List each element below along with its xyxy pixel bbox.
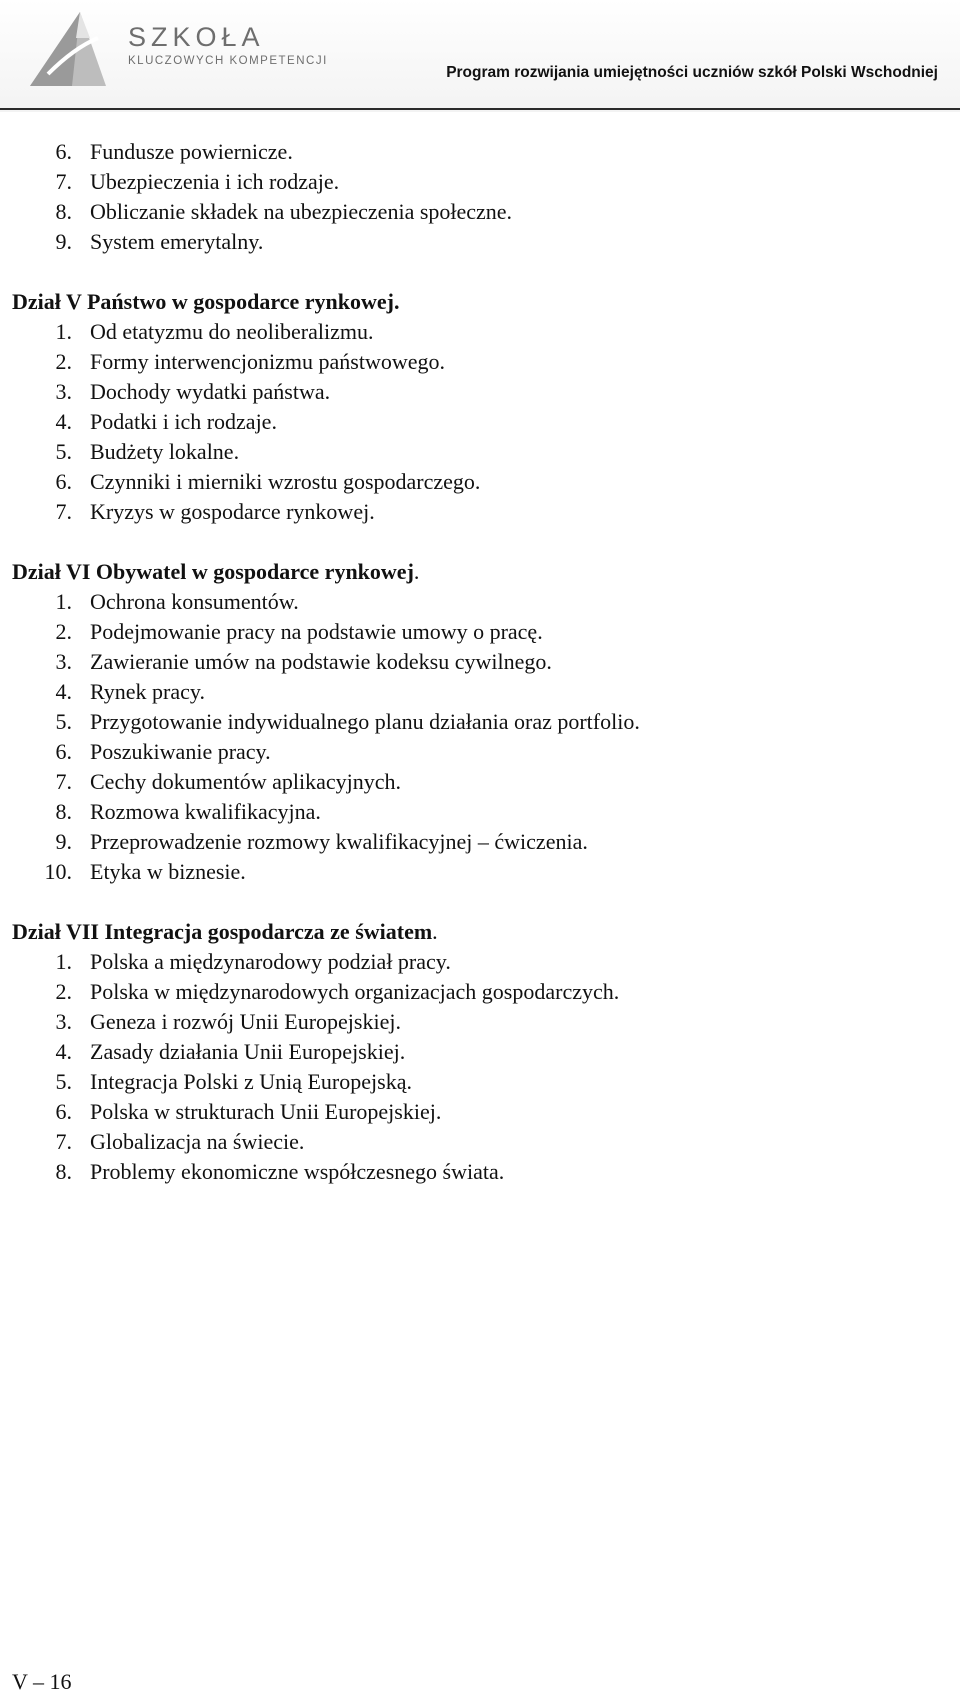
item-text: Kryzys w gospodarce rynkowej.: [90, 499, 375, 524]
list-item: [12, 1127, 932, 1157]
list-item: [12, 857, 932, 887]
list-item: [12, 1097, 932, 1127]
item-number: 2.: [55, 979, 72, 1004]
section-dzial-vi: [12, 557, 932, 887]
item-text: Rozmowa kwalifikacyjna.: [90, 799, 321, 824]
item-text: Formy interwencjonizmu państwowego.: [90, 349, 445, 374]
list-item: [12, 317, 932, 347]
list-item: [12, 827, 932, 857]
item-text: Podatki i ich rodzaje.: [90, 409, 277, 434]
item-number: 5.: [55, 709, 72, 734]
section-title: [12, 287, 932, 317]
list-item: [12, 1067, 932, 1097]
item-number: 8.: [55, 1159, 72, 1184]
item-number: 3.: [55, 1009, 72, 1034]
list-item: [12, 497, 932, 527]
item-text: Dochody wydatki państwa.: [90, 379, 331, 404]
section-title-text: Dział VII Integracja gospodarcza ze światem: [12, 919, 433, 944]
section-title-text: Dział V Państwo w gospodarce rynkowej.: [12, 289, 400, 314]
item-text: Geneza i rozwój Unii Europejskiej.: [90, 1009, 401, 1034]
item-text: Polska w strukturach Unii Europejskiej.: [90, 1099, 442, 1124]
item-number: 7.: [55, 169, 72, 194]
item-number: 7.: [55, 499, 72, 524]
logo-subtitle: KLUCZOWYCH KOMPETENCJI: [128, 55, 328, 67]
item-text: Fundusze powiernicze.: [90, 139, 293, 164]
list-item: [12, 587, 932, 617]
item-number: 4.: [55, 1039, 72, 1064]
item-text: Globalizacja na świecie.: [90, 1129, 305, 1154]
continued-list: [12, 137, 932, 257]
list-item: [12, 377, 932, 407]
logo-title: SZKOŁA: [128, 22, 265, 52]
item-text: Zasady działania Unii Europejskiej.: [90, 1039, 406, 1064]
item-number: 1.: [55, 949, 72, 974]
item-text: Budżety lokalne.: [90, 439, 240, 464]
item-text: Polska a międzynarodowy podział pracy.: [90, 949, 451, 974]
item-text: Przeprowadzenie rozmowy kwalifikacyjnej – ćwiczenia.: [90, 829, 588, 854]
item-text: Ubezpieczenia i ich rodzaje.: [90, 169, 340, 194]
list-item: [12, 197, 932, 227]
item-number: 7.: [55, 1129, 72, 1154]
item-text: Przygotowanie indywidualnego planu działania oraz portfolio.: [90, 709, 640, 734]
section-title: [12, 557, 932, 587]
item-text: Poszukiwanie pracy.: [90, 739, 271, 764]
list-item: [12, 437, 932, 467]
item-number: 4.: [55, 409, 72, 434]
item-text: Od etatyzmu do neoliberalizmu.: [90, 319, 374, 344]
section-title-end: .: [413, 559, 420, 584]
list-item: [12, 737, 932, 767]
section-dzial-v: [12, 287, 932, 527]
item-number: 6.: [55, 139, 72, 164]
list-item: [12, 1037, 932, 1067]
item-number: 9.: [55, 829, 72, 854]
list-item: [12, 647, 932, 677]
school-logo-icon: [28, 8, 118, 88]
list-item: [12, 1007, 932, 1037]
page-number: V – 16: [12, 1669, 72, 1694]
item-text: Zawieranie umów na podstawie kodeksu cywilnego.: [90, 649, 552, 674]
item-text: Czynniki i mierniki wzrostu gospodarczego.: [90, 469, 481, 494]
item-text: System emerytalny.: [90, 229, 264, 254]
item-text: Podejmowanie pracy na podstawie umowy o pracę.: [90, 619, 543, 644]
section-title-end: .: [432, 919, 438, 944]
item-number: 8.: [55, 199, 72, 224]
list-item: [12, 347, 932, 377]
list-item: [12, 677, 932, 707]
item-number: 6.: [55, 739, 72, 764]
list-item: [12, 407, 932, 437]
list-item: [12, 767, 932, 797]
list-item: [12, 227, 932, 257]
item-number: 9.: [55, 229, 72, 254]
list-item: [12, 137, 932, 167]
list-item: [12, 467, 932, 497]
item-text: Polska w międzynarodowych organizacjach gospodarczych.: [90, 979, 620, 1004]
item-number: 1.: [55, 589, 72, 614]
item-number: 4.: [55, 679, 72, 704]
item-number: 1.: [55, 319, 72, 344]
section-dzial-vii: [12, 917, 932, 1187]
item-text: Rynek pracy.: [90, 679, 205, 704]
item-number: 6.: [55, 1099, 72, 1124]
item-text: Cechy dokumentów aplikacyjnych.: [90, 769, 401, 794]
list-item: [12, 1157, 932, 1187]
item-text: Obliczanie składek na ubezpieczenia społeczne.: [90, 199, 513, 224]
item-text: Etyka w biznesie.: [90, 859, 246, 884]
section-title: [12, 917, 932, 947]
list-item: [12, 947, 932, 977]
program-title: Program rozwijania umiejętności uczniów szkół Polski Wschodniej: [446, 64, 938, 81]
item-number: 3.: [55, 649, 72, 674]
list-item: [12, 977, 932, 1007]
item-number: 6.: [55, 469, 72, 494]
item-text: Ochrona konsumentów.: [90, 589, 299, 614]
list-item: [12, 707, 932, 737]
item-number: 3.: [55, 379, 72, 404]
section-title-text: Dział VI Obywatel w gospodarce rynkowej: [12, 559, 414, 584]
header-divider: [0, 108, 960, 110]
item-number: 5.: [55, 439, 72, 464]
list-item: [12, 797, 932, 827]
item-text: Integracja Polski z Unią Europejską.: [90, 1069, 412, 1094]
item-number: 2.: [55, 619, 72, 644]
item-text: Problemy ekonomiczne współczesnego świata.: [90, 1159, 505, 1184]
list-item: [12, 167, 932, 197]
item-number: 5.: [55, 1069, 72, 1094]
document-body: [12, 137, 932, 1187]
item-number: 10.: [44, 859, 72, 884]
page-header: [0, 0, 960, 112]
item-number: 7.: [55, 769, 72, 794]
item-number: 8.: [55, 799, 72, 824]
item-number: 2.: [55, 349, 72, 374]
list-item: [12, 617, 932, 647]
